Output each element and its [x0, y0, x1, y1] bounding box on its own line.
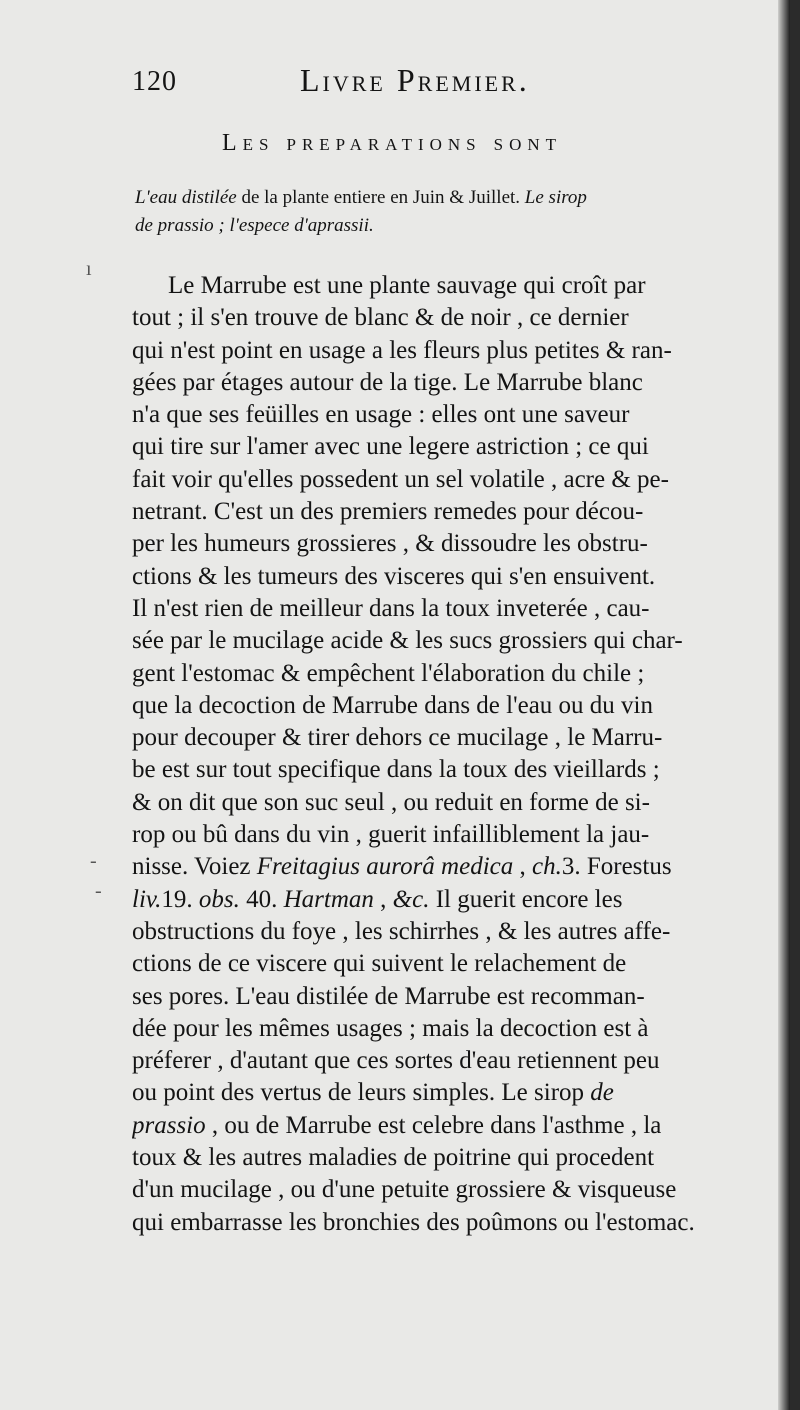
- text-run: Il guerit encore les: [429, 885, 623, 913]
- text-line: [132, 1077, 777, 1109]
- text-line: netrant. C'est un des premiers remedes pour décou-: [132, 498, 644, 526]
- text-line: rop ou bû dans du vin , guerit infailliblement la jau-: [132, 821, 650, 849]
- text-run: ou point des vertus de leurs simples. Le sirop: [132, 1079, 585, 1107]
- text-line: gées par étages autour de la tige. Le Marrube blanc: [132, 368, 643, 396]
- text-run: 19.: [161, 885, 199, 913]
- text-run: ,: [373, 885, 393, 913]
- preparation-name: prassio: [132, 1111, 206, 1139]
- preparations-line-2: de prassio ; l'espece d'aprassii.: [135, 215, 374, 236]
- section-heading: Les preparations sont: [222, 130, 563, 156]
- text-line: fait voir qu'elles possedent un sel volatile , acre & pe-: [132, 465, 669, 493]
- preparation-name: L'eau distilée: [135, 187, 237, 208]
- preparations-line-1: [135, 184, 775, 212]
- text-line: gent l'estomac & empêchent l'élaboration du chile ;: [132, 659, 645, 687]
- text-line: d'un mucilage , ou d'une petuite grossiere & visqueuse: [132, 1176, 677, 1204]
- text-run: de: [584, 1079, 614, 1107]
- citation-title: Freitagius aurorâ medica: [256, 853, 514, 881]
- text-line: & on dit que son suc seul , ou reduit en forme de si-: [132, 788, 650, 816]
- text-line: be est sur tout specifique dans la toux des vieillards ;: [132, 756, 660, 784]
- citation-ref: &c.: [392, 885, 430, 913]
- text-line: obstructions du foye , les schirrhes , & les autres affe-: [132, 917, 671, 945]
- citation-ref: obs.: [198, 885, 240, 913]
- text-line: Il n'est rien de meilleur dans la toux inveterée , cau-: [132, 594, 650, 622]
- text-line: ctions de ce viscere qui suivent le relachement de: [132, 950, 627, 978]
- text-line: ctions & les tumeurs des visceres qui s'en ensuivent.: [132, 562, 656, 590]
- text-run: ,: [513, 853, 532, 881]
- text-line: sée par le mucilage acide & les sucs grossiers qui char-: [132, 627, 683, 655]
- citation-ref: liv.: [132, 885, 162, 913]
- citation-author: Hartman: [283, 885, 374, 913]
- text-line: qui embarrasse les bronchies des poûmons ou l'estomac.: [132, 1208, 695, 1236]
- citation-ref: ch.: [532, 853, 562, 881]
- body-paragraph: [132, 270, 777, 1239]
- text-line: [132, 1110, 777, 1142]
- margin-mark: -: [95, 880, 102, 902]
- text-line: dée pour les mêmes usages ; mais la decoction est à: [132, 1014, 649, 1042]
- text-line: pour decouper & tirer dehors ce mucilage , le Marru-: [132, 724, 663, 752]
- page-edge-shadow: [778, 0, 790, 1410]
- text-run: nisse. Voiez: [132, 853, 257, 881]
- text-line: préferer , d'autant que ces sortes d'eau retiennent peu: [132, 1047, 660, 1075]
- text-run: 3. Forestus: [561, 853, 672, 881]
- margin-mark: ı: [86, 258, 92, 280]
- text-line: per les humeurs grossieres , & dissoudre les obstru-: [132, 530, 648, 558]
- running-header: [132, 58, 692, 108]
- text-line: ses pores. L'eau distilée de Marrube est recomman-: [132, 982, 645, 1010]
- preparations-list: [135, 184, 775, 240]
- text-line: que la decoction de Marrube dans de l'eau ou du vin: [132, 691, 653, 719]
- preparation-text: de la plante entiere en Juin & Juillet.: [236, 187, 525, 208]
- text-line: toux & les autres maladies de poitrine qui procedent: [132, 1144, 655, 1172]
- text-run: 40.: [239, 885, 284, 913]
- text-line: qui tire sur l'amer avec une legere astriction ; ce qui: [132, 433, 649, 461]
- text-line: [132, 851, 777, 883]
- running-title: Livre Premier.: [300, 62, 530, 98]
- text-line: [132, 884, 777, 916]
- text-line: Le Marrube est une plante sauvage qui croît par: [168, 272, 646, 299]
- text-run: , ou de Marrube est celebre dans l'asthme , la: [205, 1111, 662, 1139]
- text-line: tout ; il s'en trouve de blanc & de noir , ce dernier: [132, 304, 629, 332]
- text-line: n'a que ses feüilles en usage : elles ont une saveur: [132, 401, 630, 429]
- preparation-name: Le sirop: [524, 187, 587, 208]
- page-number: 120: [132, 66, 177, 97]
- text-line: qui n'est point en usage a les fleurs plus petites & ran-: [132, 336, 672, 364]
- margin-mark: -: [90, 850, 97, 872]
